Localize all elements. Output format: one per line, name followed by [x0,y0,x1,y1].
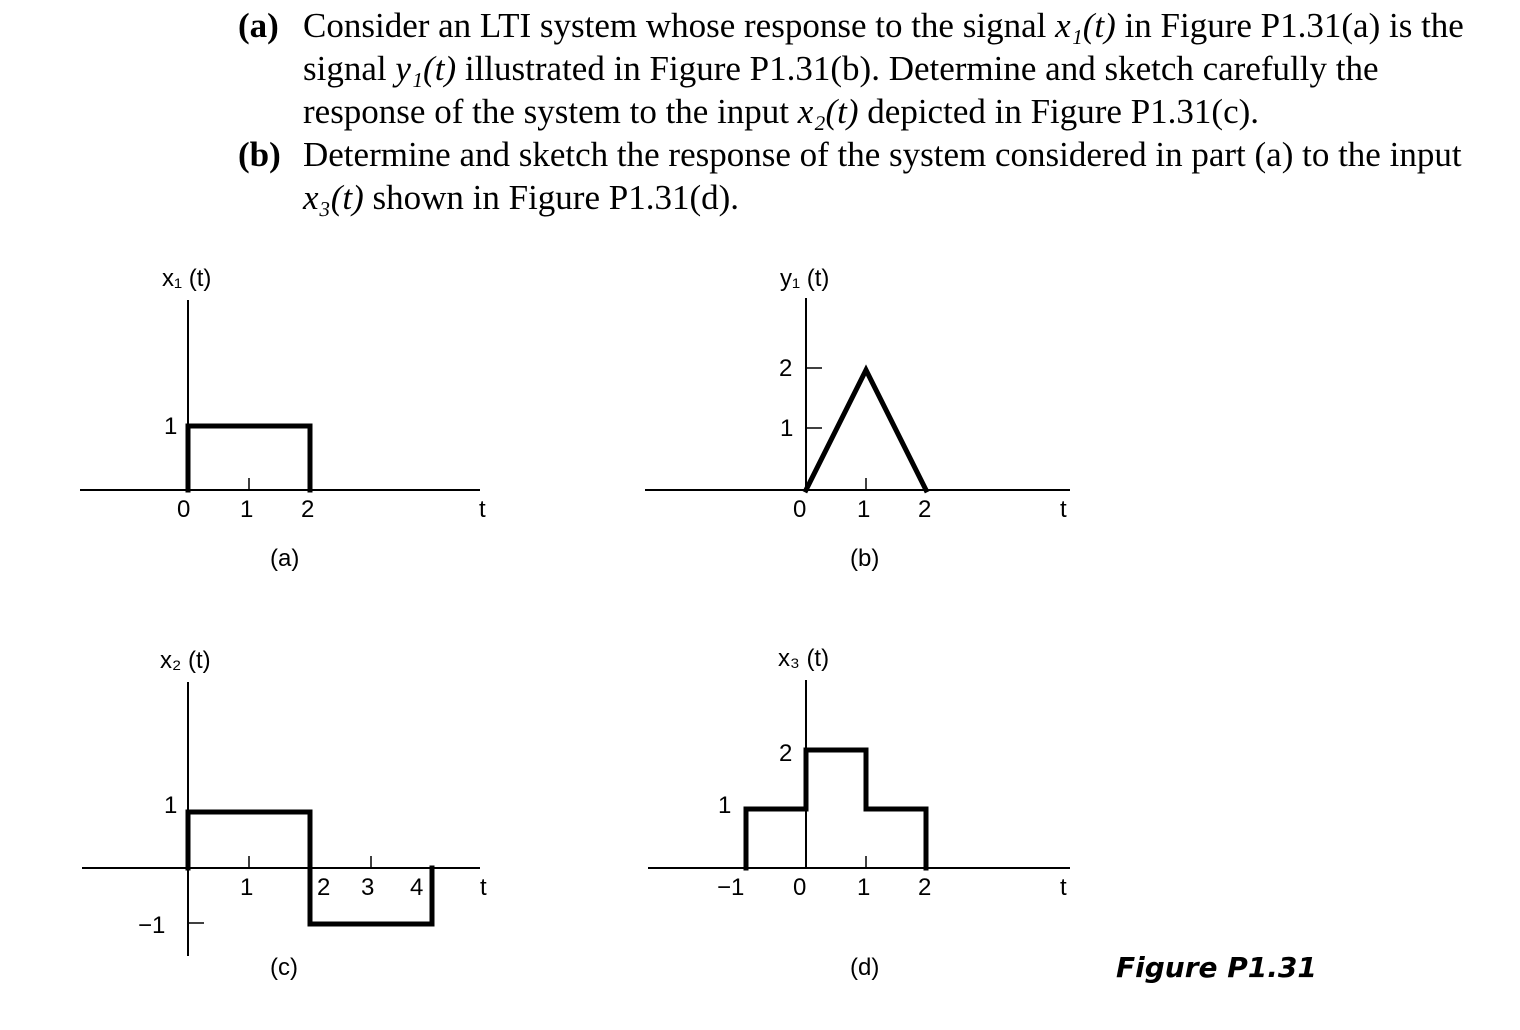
plot-d-xlabel: t [1060,874,1067,901]
plot-d-ytick-1: 1 [718,792,732,819]
plot-c-ytick-1: 1 [164,792,178,819]
part-a-math-x1: x₁(t) [1055,6,1116,45]
plot-a-xtick-1: 1 [240,496,254,523]
plot-a [80,265,486,572]
plot-c-xtick-1: 1 [240,874,254,901]
plot-a-ylabel: x₁ (t) [162,265,212,292]
plot-d-ylabel: x₃ (t) [778,645,830,672]
plot-c-ylabel: x₂ (t) [160,647,211,674]
plot-b-ytick-1: 1 [780,415,794,442]
plot-d [648,645,1070,981]
part-b-text-2: shown in Figure P1.31(d). [363,178,740,217]
part-a-text-3: illustrated in Figure P1.31(b). Determine and sketch carefully the response of the system to the input [303,49,1379,131]
figure-caption: Figure P1.31 [1116,951,1317,984]
part-a-text-4: depicted in Figure P1.31(c). [858,92,1260,131]
plot-b-xlabel: t [1060,496,1067,523]
plot-d-signal [746,750,926,868]
plot-b-xtick-0: 0 [793,496,807,523]
plot-b [645,265,1070,572]
plot-b-xtick-1: 1 [857,496,871,523]
plot-d-xtick-1: 1 [857,874,871,901]
plot-c-ytick-neg1: −1 [138,912,166,939]
plot-a-xtick-2: 2 [301,496,315,523]
plot-a-xlabel: t [479,496,486,523]
plot-d-xtick-neg1: −1 [717,874,745,901]
part-b-label: (b) [238,135,281,174]
plot-b-ylabel: y₁ (t) [780,265,830,292]
plot-a-ytick-1: 1 [164,413,178,440]
part-b-text-1: Determine and sketch the response of the system considered in part (a) to the input [303,135,1462,174]
plot-c [82,647,487,981]
plot-b-ytick-2: 2 [779,355,793,382]
part-b-math-x3: x₃(t) [303,178,364,217]
part-a-math-x2: x₂(t) [797,92,859,131]
plot-d-ytick-2: 2 [779,740,793,767]
plot-c-xtick-3: 3 [361,874,375,901]
plot-c-xtick-2: 2 [317,874,331,901]
plot-a-xtick-0: 0 [177,496,191,523]
plot-b-signal [806,370,926,490]
part-a-text-2: in Figure P1.31(a) is the signal [303,6,1464,88]
plot-b-xtick-2: 2 [918,496,932,523]
part-a-text-1: Consider an LTI system whose response to the signal [303,6,1056,45]
plot-b-panel-label: (b) [850,545,880,572]
plot-c-xtick-4: 4 [410,874,424,901]
plot-c-xlabel: t [480,874,487,901]
plot-d-xtick-2: 2 [918,874,932,901]
plot-d-xtick-0: 0 [793,874,807,901]
part-a-math-y1: y₁(t) [395,49,457,88]
part-a-label: (a) [238,6,279,45]
plot-d-panel-label: (d) [850,954,880,981]
plot-c-panel-label: (c) [270,954,298,981]
plot-a-panel-label: (a) [270,545,300,572]
